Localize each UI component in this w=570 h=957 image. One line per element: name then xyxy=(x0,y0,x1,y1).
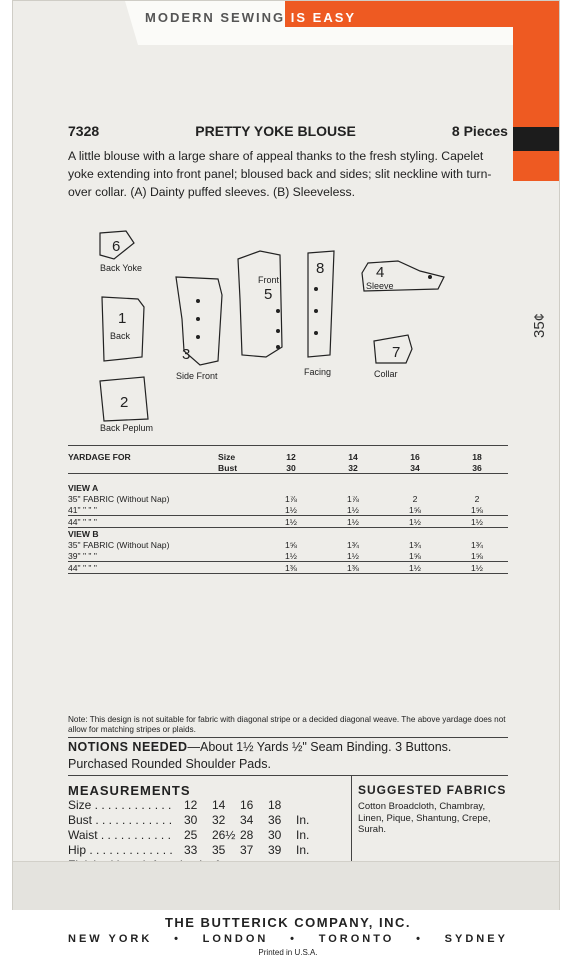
measurement-label: Bust . . . . . . . . . . . . xyxy=(68,813,173,827)
table-row xyxy=(68,539,508,550)
piece-5-label: Front xyxy=(258,275,280,285)
piece-1-label: Back xyxy=(110,331,131,341)
piece-4-label: Sleeve xyxy=(366,281,394,291)
brand-text: MODERN SEWING xyxy=(145,10,286,25)
measurement-value: 35 xyxy=(212,843,226,857)
measurement-label: Waist . . . . . . . . . . . xyxy=(68,828,171,842)
company-cities xyxy=(68,933,508,945)
measurement-value: 30 xyxy=(268,828,282,842)
pattern-envelope xyxy=(12,0,560,957)
view-heading-row xyxy=(68,528,508,540)
measurement-value: 18 xyxy=(268,798,282,812)
bust-cell: 32 xyxy=(322,462,384,474)
table-row xyxy=(68,504,508,516)
size-cell: 16 xyxy=(410,451,420,462)
bust-label: Bust xyxy=(218,462,260,474)
fabrics-text: Cotton Broadcloth, Chambray, Linen, Pique, Shantung, Crepe, Surah. xyxy=(358,801,491,835)
pattern-number: 7328 xyxy=(68,123,100,139)
notions-rule xyxy=(68,737,508,738)
row-label: 44" " " " xyxy=(68,562,218,574)
table-cell: 1½ xyxy=(322,504,384,516)
size-cell: 14 xyxy=(348,451,358,462)
pattern-info xyxy=(68,123,508,957)
table-cell: 1⅜ xyxy=(322,562,384,574)
piece-4-number: 4 xyxy=(376,264,385,281)
piece-6-number: 6 xyxy=(112,238,121,255)
separator: • xyxy=(174,933,181,945)
printed-note: Printed in U.S.A. xyxy=(258,948,318,957)
table-cell: 1¾ xyxy=(409,539,421,550)
black-side-block xyxy=(513,127,559,151)
table-cell: 1½ xyxy=(384,562,446,574)
title-row xyxy=(68,123,508,139)
measurement-unit: In. xyxy=(296,813,310,827)
piece-1-number: 1 xyxy=(118,310,127,327)
measurement-value: 12 xyxy=(184,798,198,812)
pattern-pieces-diagram xyxy=(68,229,508,433)
brand-accent: IS EASY xyxy=(290,10,357,25)
view-heading-row xyxy=(68,482,508,493)
piece-8-label: Facing xyxy=(304,367,332,377)
row-label: 35" FABRIC (Without Nap) xyxy=(68,539,170,550)
table-cell: 1½ xyxy=(322,550,384,562)
bust-cell: 34 xyxy=(384,462,446,474)
measurement-value: 14 xyxy=(212,798,226,812)
table-cell: 1½ xyxy=(260,516,322,528)
table-cell: 1⅝ xyxy=(384,504,446,516)
piece-8-number: 8 xyxy=(316,260,325,277)
table-cell: 1½ xyxy=(260,504,322,516)
company-name: THE BUTTERICK COMPANY, INC. xyxy=(164,915,412,930)
measurement-row xyxy=(68,828,348,843)
pattern-description: A little blouse with a large share of appeal thanks to the fresh styling. Capelet yoke extending into front panel; bloused back and sides; slit neckline with turn-over collar. (A) Dainty puffed sleeves. (B) Sleeveless. xyxy=(68,149,492,199)
row-label: 39" " " " xyxy=(68,550,218,562)
yardage-note: Note: This design is not suitable for fabric with diagonal stripe or a decided diagonal weave. The above yardage does not allow for matching stripes or plaids. xyxy=(68,715,506,734)
pattern-title: PRETTY YOKE BLOUSE xyxy=(195,123,356,139)
piece-3-label: Side Front xyxy=(176,371,218,381)
measurement-value: 39 xyxy=(268,843,282,857)
measurement-unit: In. xyxy=(296,828,310,842)
piece-6-label: Back Yoke xyxy=(100,263,143,273)
orange-side-block-lower xyxy=(513,151,559,181)
table-cell: 1⅝ xyxy=(384,550,446,562)
measurement-value: 16 xyxy=(240,798,254,812)
row-label: 44" " " " xyxy=(68,516,218,528)
row-label: 35" FABRIC (Without Nap) xyxy=(68,493,170,504)
fabrics-heading: SUGGESTED FABRICS xyxy=(358,783,507,797)
separator: • xyxy=(290,933,297,945)
front-shape xyxy=(238,251,282,357)
size-label: Size xyxy=(218,451,236,462)
piece-5-number: 5 xyxy=(264,286,273,303)
table-cell: 1½ xyxy=(260,550,322,562)
piece-2-number: 2 xyxy=(120,394,129,411)
table-cell: 2 xyxy=(474,493,480,504)
measurement-label: Size . . . . . . . . . . . . xyxy=(68,798,172,812)
measurement-value: 30 xyxy=(184,813,198,827)
piece-7-label: Collar xyxy=(374,369,398,379)
bust-cell: 36 xyxy=(446,462,508,474)
table-row xyxy=(68,451,508,462)
measurement-value: 33 xyxy=(184,843,198,857)
size-cell: 18 xyxy=(472,451,482,462)
piece-3-number: 3 xyxy=(182,346,191,363)
piece-count: 8 Pieces xyxy=(451,123,508,139)
view-b-heading: VIEW B xyxy=(68,528,99,539)
table-row xyxy=(68,562,508,574)
bust-cell: 30 xyxy=(260,462,322,474)
piece-7-number: 7 xyxy=(392,344,401,361)
row-label: 41" " " " xyxy=(68,504,218,516)
size-cell: 12 xyxy=(286,451,296,462)
separator: • xyxy=(416,933,423,945)
notions-text: —About 1½ Yards ½" Seam Binding. 3 Buttons. Purchased Rounded Shoulder Pads. xyxy=(68,740,452,771)
brand-header xyxy=(145,10,356,25)
table-top-rule xyxy=(68,445,508,446)
back-shape xyxy=(102,297,144,361)
yardage-heading: YARDAGE FOR xyxy=(68,451,131,462)
measurement-value: 26½ xyxy=(212,828,236,842)
city: LONDON xyxy=(202,933,269,945)
table-cell: 1⅝ xyxy=(446,504,508,516)
table-cell: 1⅝ xyxy=(285,539,297,550)
city: TORONTO xyxy=(318,933,395,945)
city: SYDNEY xyxy=(444,933,508,945)
yardage-table xyxy=(68,451,508,574)
measurement-row xyxy=(68,813,348,828)
orange-side-block xyxy=(513,27,559,127)
city: NEW YORK xyxy=(68,933,153,945)
table-cell: 1½ xyxy=(446,562,508,574)
measurement-unit xyxy=(296,798,316,813)
table-cell: 2 xyxy=(412,493,418,504)
table-cell: 1⅝ xyxy=(446,550,508,562)
measurement-value: 34 xyxy=(240,813,254,827)
table-cell: 1½ xyxy=(384,516,446,528)
fabrics-section xyxy=(358,783,508,836)
measurement-unit: In. xyxy=(296,843,310,857)
envelope-bottom-fold xyxy=(13,861,559,910)
measurement-value: 36 xyxy=(268,813,282,827)
view-a-heading: VIEW A xyxy=(68,482,99,493)
measurement-value: 25 xyxy=(184,828,198,842)
table-cell: 1¾ xyxy=(347,539,359,550)
measurement-row xyxy=(68,843,348,858)
measurements-rule xyxy=(68,775,508,776)
table-row xyxy=(68,493,508,504)
measurement-value: 37 xyxy=(240,843,254,857)
table-row xyxy=(68,516,508,528)
table-cell: 1½ xyxy=(322,516,384,528)
price-label: 35¢ xyxy=(531,312,549,339)
table-cell: 1⅞ xyxy=(285,493,297,504)
measurement-value: 32 xyxy=(212,813,226,827)
table-row xyxy=(68,462,508,474)
table-cell: 1½ xyxy=(446,516,508,528)
table-row xyxy=(68,550,508,562)
notions-heading: NOTIONS NEEDED xyxy=(68,740,188,754)
measurement-label: Hip . . . . . . . . . . . . . xyxy=(68,843,173,857)
measurements-heading: MEASUREMENTS xyxy=(68,783,191,798)
piece-2-label: Back Peplum xyxy=(100,423,154,433)
measurement-value: 28 xyxy=(240,828,254,842)
table-cell: 1⅞ xyxy=(347,493,359,504)
table-cell: 1¾ xyxy=(471,539,483,550)
notions-section xyxy=(68,739,508,773)
table-cell: 1⅜ xyxy=(260,562,322,574)
measurement-row xyxy=(68,798,348,813)
